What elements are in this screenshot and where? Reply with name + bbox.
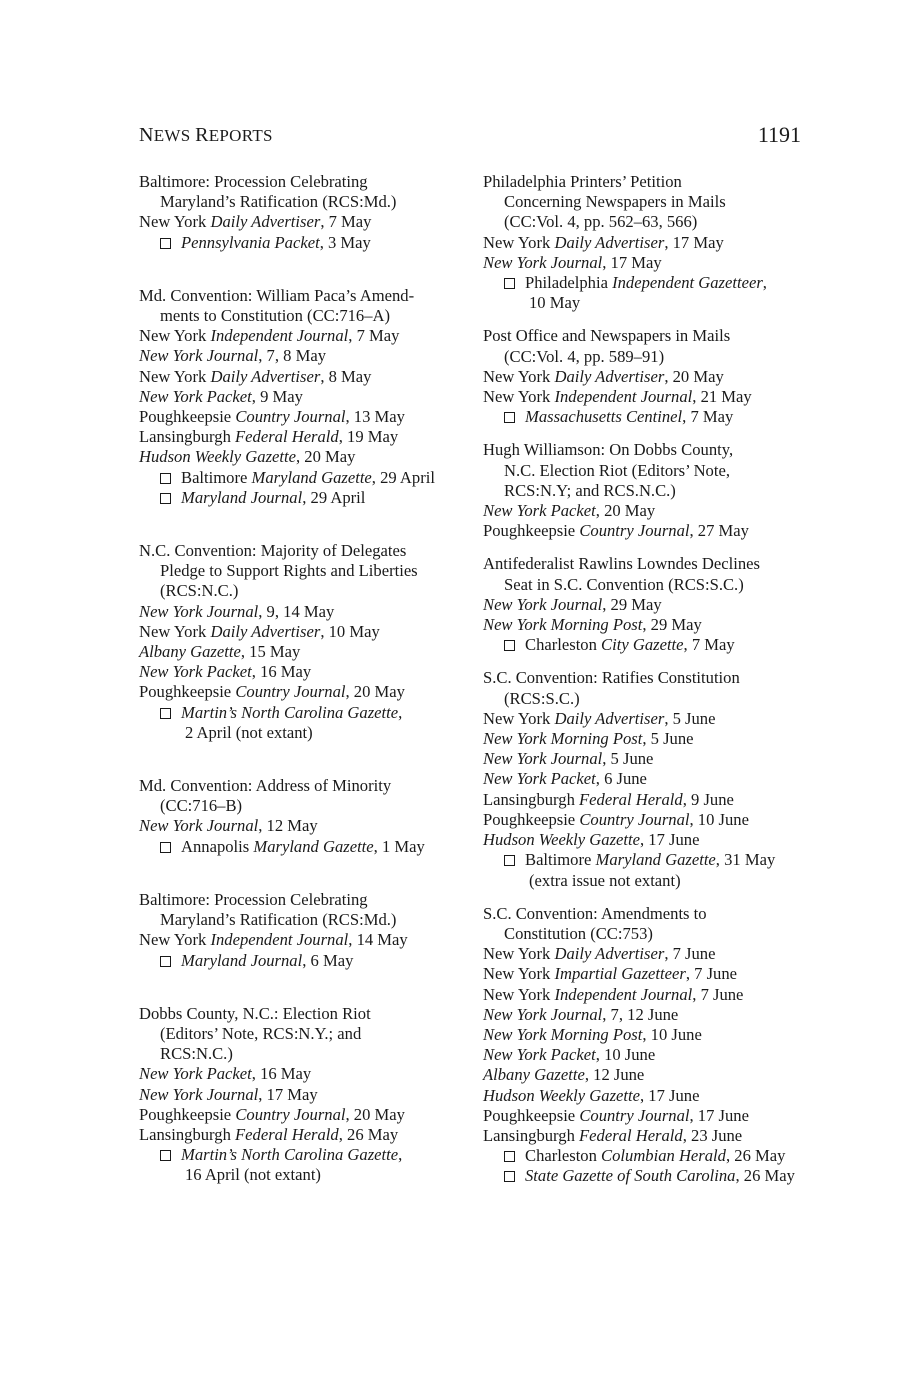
newspaper-date: , 7 June <box>664 944 716 964</box>
newspaper-place: New York <box>139 621 211 641</box>
newspaper-date: , 23 June <box>682 1125 743 1145</box>
newspaper-line <box>483 615 813 635</box>
entry-title-line: RCS:N.Y; and RCS.N.C.) <box>504 480 676 500</box>
entry-title-line: Seat in S.C. Convention (RCS:S.C.) <box>504 574 744 594</box>
page-number: 1191 <box>757 122 801 147</box>
newspaper-date: , 12 June <box>584 1065 645 1085</box>
newspaper-line <box>483 790 813 810</box>
source-date: , 31 May <box>715 850 776 870</box>
newspaper-name: New York Morning Post <box>483 1024 643 1044</box>
newspaper-date: , 17 June <box>639 830 700 850</box>
newspaper-place: Poughkeepsie <box>483 1105 580 1125</box>
entry-title-line: Baltimore: Procession Celebrating <box>139 889 368 909</box>
newspaper-place: Lansingburgh <box>483 1125 580 1145</box>
newspaper-line <box>483 985 813 1005</box>
newspaper-date: , 20 May <box>595 501 656 521</box>
newspaper-date: , 5 June <box>664 708 716 728</box>
newspaper-name: Country Journal <box>579 1105 690 1125</box>
source-date: , <box>398 702 403 722</box>
entry-gap <box>483 313 813 326</box>
newspaper-date: , 14 May <box>348 930 408 950</box>
entry-gap <box>139 253 469 286</box>
source-line <box>483 1166 813 1186</box>
newspaper-date: , 7 May <box>348 326 400 346</box>
newspaper-date: , 8 May <box>320 366 372 386</box>
newspaper-date: , 16 May <box>251 662 312 682</box>
source-date: , <box>762 273 767 293</box>
source-line <box>139 488 469 508</box>
newspaper-name: New York Journal <box>139 346 259 366</box>
checkbox-square-icon <box>160 493 171 504</box>
source-line <box>139 837 469 857</box>
newspaper-date: , 20 May <box>664 366 724 386</box>
source-line <box>139 1145 469 1165</box>
entry-title-line: N.C. Convention: Majority of Delegates <box>139 541 407 561</box>
newspaper-name: Daily Advertiser <box>554 366 665 386</box>
newspaper-line <box>139 622 469 642</box>
newspaper-name: Hudson Weekly Gazette <box>483 1085 640 1105</box>
newspaper-line <box>483 253 813 273</box>
newspaper-name: Country Journal <box>235 407 346 427</box>
newspaper-name: Country Journal <box>235 682 346 702</box>
entry-title-line: Philadelphia Printers’ Petition <box>483 172 682 191</box>
newspaper-date: , 9 May <box>251 386 303 406</box>
entry-title-line: ments to Constitution (CC:716–A) <box>160 306 391 326</box>
newspaper-line <box>139 407 469 427</box>
newspaper-date: , 26 May <box>338 1124 399 1144</box>
newspaper-line <box>139 930 469 950</box>
report-entry <box>139 541 469 743</box>
source-place: Baltimore <box>181 467 252 487</box>
checkbox-square-icon <box>504 1171 515 1182</box>
source-date: , 6 May <box>302 950 354 970</box>
report-entry <box>139 286 469 508</box>
newspaper-name: Daily Advertiser <box>210 621 321 641</box>
newspaper-line <box>483 367 813 387</box>
running-head-initial-n: N <box>139 124 154 146</box>
entry-title-line: Antifederalist Rawlins Lowndes Declines <box>483 554 760 574</box>
source-place: Charleston <box>525 635 602 655</box>
newspaper-name: New York Journal <box>483 252 603 272</box>
newspaper-line <box>483 521 813 541</box>
entry-title-line: Md. Convention: William Paca’s Amend- <box>139 285 415 305</box>
newspaper-line <box>483 1025 813 1045</box>
newspaper-line <box>483 1065 813 1085</box>
source-place: Annapolis <box>181 836 254 856</box>
newspaper-name: Daily Advertiser <box>210 212 321 232</box>
newspaper-date: , 17 May <box>602 252 662 272</box>
report-entry <box>483 440 813 541</box>
newspaper-date: , 15 May <box>240 642 301 662</box>
entry-title-line: (CC:716–B) <box>160 796 243 816</box>
newspaper-place: New York <box>483 984 555 1004</box>
newspaper-name: Impartial Gazetteer <box>554 964 686 984</box>
entry-gap <box>483 655 813 668</box>
source-date: , 29 April <box>371 467 435 487</box>
checkbox-square-icon <box>504 1151 515 1162</box>
entry-title-line: (Editors’ Note, RCS:N.Y.; and <box>160 1023 362 1043</box>
entry-title-line: Hugh Williamson: On Dobbs County, <box>483 440 734 460</box>
newspaper-name: Independent Journal <box>210 930 349 950</box>
source-name: Massachusetts Centinel <box>525 407 683 427</box>
newspaper-line <box>139 1105 469 1125</box>
checkbox-square-icon <box>160 1150 171 1161</box>
entry-gap <box>139 857 469 890</box>
source-line <box>139 703 469 723</box>
source-place: Charleston <box>525 1146 602 1166</box>
newspaper-date: , 13 May <box>345 407 405 427</box>
newspaper-date: , 17 June <box>639 1085 700 1105</box>
newspaper-date: , 27 May <box>689 521 749 541</box>
newspaper-name: Country Journal <box>579 521 690 541</box>
entry-title-line: Dobbs County, N.C.: Election Riot <box>139 1003 371 1023</box>
newspaper-name: Independent Journal <box>210 326 349 346</box>
entry-title-line: S.C. Convention: Ratifies Constitution <box>483 668 740 688</box>
report-entry <box>483 326 813 427</box>
newspaper-line <box>139 602 469 622</box>
newspaper-name: New York Morning Post <box>483 615 643 635</box>
report-entry <box>139 1004 469 1186</box>
newspaper-place: Poughkeepsie <box>483 809 580 829</box>
newspaper-place: New York <box>139 930 211 950</box>
entry-title-line: S.C. Convention: Amendments to <box>483 903 707 923</box>
source-date: , 26 May <box>735 1166 795 1186</box>
source-name: Independent Gazetteer <box>612 273 763 293</box>
newspaper-name: Hudson Weekly Gazette <box>483 830 640 850</box>
source-line <box>139 951 469 971</box>
running-header <box>139 122 801 150</box>
checkbox-square-icon <box>504 855 515 866</box>
newspaper-line <box>483 749 813 769</box>
entry-title-line: (RCS:N.C.) <box>160 581 239 601</box>
newspaper-name: Federal Herald <box>235 1124 339 1144</box>
newspaper-line <box>483 769 813 789</box>
newspaper-date: , 7, 8 May <box>258 346 327 366</box>
right-column <box>483 172 813 1187</box>
newspaper-place: New York <box>483 708 555 728</box>
newspaper-name: Albany Gazette <box>483 1065 585 1085</box>
checkbox-square-icon <box>160 956 171 967</box>
newspaper-line <box>483 1045 813 1065</box>
newspaper-line <box>483 1106 813 1126</box>
checkbox-square-icon <box>160 842 171 853</box>
newspaper-date: , 5 June <box>602 749 654 769</box>
running-head-initial-r: R <box>195 124 209 146</box>
source-date: , 3 May <box>319 232 371 252</box>
entry-title-line: Constitution (CC:753) <box>504 923 653 943</box>
source-name: Maryland Journal <box>181 950 303 970</box>
newspaper-date: , 9 June <box>682 789 734 809</box>
newspaper-name: Country Journal <box>235 1104 346 1124</box>
newspaper-line <box>139 816 469 836</box>
report-entry <box>483 554 813 655</box>
source-date: , 7 May <box>683 635 735 655</box>
newspaper-name: New York Journal <box>483 1004 603 1024</box>
newspaper-place: New York <box>139 212 211 232</box>
newspaper-place: New York <box>483 232 555 252</box>
newspaper-place: New York <box>483 387 555 407</box>
newspaper-date: , 6 June <box>595 769 647 789</box>
newspaper-line <box>139 367 469 387</box>
running-head-text-r: EPORTS <box>208 126 273 145</box>
source-name: City Gazette <box>601 635 684 655</box>
newspaper-place: Poughkeepsie <box>483 521 580 541</box>
source-line <box>139 468 469 488</box>
newspaper-line <box>139 326 469 346</box>
newspaper-place: New York <box>139 326 211 346</box>
report-entry <box>139 776 469 857</box>
source-line <box>483 850 813 870</box>
source-name: Maryland Gazette <box>251 467 372 487</box>
newspaper-line <box>139 212 469 232</box>
left-column <box>139 172 469 1186</box>
newspaper-place: New York <box>483 964 555 984</box>
checkbox-square-icon <box>504 640 515 651</box>
newspaper-date: , 10 May <box>320 621 380 641</box>
newspaper-place: New York <box>483 944 555 964</box>
newspaper-place: New York <box>139 366 211 386</box>
newspaper-place: Poughkeepsie <box>139 1104 236 1124</box>
newspaper-name: New York Morning Post <box>483 729 643 749</box>
entry-title-line: (CC:Vol. 4, pp. 589–91) <box>504 346 665 366</box>
newspaper-date: , 19 May <box>338 427 399 447</box>
source-continuation: 2 April (not extant) <box>185 722 313 742</box>
source-name: State Gazette of South Carolina <box>525 1166 736 1186</box>
newspaper-date: , 10 June <box>689 809 749 829</box>
newspaper-name: New York Packet <box>139 662 252 682</box>
newspaper-name: New York Journal <box>483 594 603 614</box>
newspaper-date: , 17 June <box>689 1105 749 1125</box>
newspaper-name: Independent Journal <box>554 984 693 1004</box>
newspaper-line <box>483 729 813 749</box>
source-name: Columbian Herald <box>601 1146 726 1166</box>
source-continuation: 16 April (not extant) <box>185 1165 321 1185</box>
source-name: Maryland Gazette <box>595 850 716 870</box>
newspaper-name: Country Journal <box>579 809 690 829</box>
newspaper-place: Lansingburgh <box>483 789 580 809</box>
newspaper-name: New York Packet <box>483 1045 596 1065</box>
newspaper-line <box>139 447 469 467</box>
entry-title-line: (CC:Vol. 4, pp. 562–63, 566) <box>504 212 698 232</box>
newspaper-place: Poughkeepsie <box>139 407 236 427</box>
source-name: Martin’s North Carolina Gazette <box>181 702 399 722</box>
newspaper-line <box>483 501 813 521</box>
report-entry <box>139 890 469 971</box>
report-entry <box>483 668 813 890</box>
source-place: Philadelphia <box>525 273 613 293</box>
source-name: Maryland Journal <box>181 487 303 507</box>
newspaper-name: New York Journal <box>139 816 259 836</box>
checkbox-square-icon <box>504 278 515 289</box>
report-entry <box>483 172 813 313</box>
entry-title-line: Md. Convention: Address of Minority <box>139 776 392 796</box>
newspaper-date: , 20 May <box>345 1104 405 1124</box>
source-name: Martin’s North Carolina Gazette <box>181 1145 399 1165</box>
newspaper-line <box>139 1085 469 1105</box>
entry-gap <box>483 427 813 440</box>
newspaper-name: New York Packet <box>139 1064 252 1084</box>
running-head-title <box>139 124 273 147</box>
entry-gap <box>483 541 813 554</box>
source-line <box>483 635 813 655</box>
newspaper-name: New York Journal <box>139 601 259 621</box>
newspaper-line <box>483 964 813 984</box>
newspaper-date: , 29 May <box>642 615 702 635</box>
newspaper-date: , 5 June <box>642 729 694 749</box>
newspaper-line <box>483 1086 813 1106</box>
entry-title-line: N.C. Election Riot (Editors’ Note, <box>504 460 730 480</box>
newspaper-line <box>139 682 469 702</box>
checkbox-square-icon <box>160 238 171 249</box>
newspaper-date: , 29 May <box>602 594 662 614</box>
newspaper-date: , 12 May <box>258 816 318 836</box>
newspaper-line <box>483 595 813 615</box>
newspaper-line <box>139 346 469 366</box>
entry-gap <box>483 891 813 904</box>
newspaper-date: , 7, 12 June <box>602 1004 679 1024</box>
entry-gap <box>139 971 469 1004</box>
entry-title-line: Maryland’s Ratification (RCS:Md.) <box>160 192 397 212</box>
entry-gap <box>139 743 469 776</box>
running-head-text-n: EWS <box>153 126 196 145</box>
newspaper-line <box>483 810 813 830</box>
newspaper-line <box>139 427 469 447</box>
entry-title-line: Post Office and Newspapers in Mails <box>483 326 731 346</box>
newspaper-date: , 20 May <box>345 682 405 702</box>
source-date: , 7 May <box>682 407 734 427</box>
newspaper-name: Albany Gazette <box>139 642 241 662</box>
newspaper-date: , 17 May <box>258 1084 318 1104</box>
newspaper-date: , 16 May <box>251 1064 312 1084</box>
newspaper-line <box>483 1126 813 1146</box>
newspaper-line <box>483 830 813 850</box>
source-name: Pennsylvania Packet <box>181 232 320 252</box>
newspaper-name: New York Journal <box>139 1084 259 1104</box>
source-date: , 1 May <box>373 836 425 856</box>
newspaper-line <box>483 1005 813 1025</box>
newspaper-name: Federal Herald <box>235 427 339 447</box>
newspaper-name: Federal Herald <box>579 1125 683 1145</box>
source-continuation: 10 May <box>529 293 581 313</box>
newspaper-date: , 9, 14 May <box>258 601 335 621</box>
newspaper-place: Lansingburgh <box>139 1124 236 1144</box>
checkbox-square-icon <box>160 708 171 719</box>
newspaper-name: Federal Herald <box>579 789 683 809</box>
source-continuation: (extra issue not extant) <box>529 870 681 890</box>
source-line <box>483 1146 813 1166</box>
newspaper-line <box>139 642 469 662</box>
newspaper-place: New York <box>483 366 555 386</box>
checkbox-square-icon <box>504 412 515 423</box>
newspaper-date: , 7 June <box>685 964 737 984</box>
source-date: , 26 May <box>725 1146 786 1166</box>
newspaper-name: New York Packet <box>483 501 596 521</box>
newspaper-line <box>483 233 813 253</box>
newspaper-line <box>483 944 813 964</box>
entry-gap <box>139 508 469 541</box>
entry-title-line: (RCS:S.C.) <box>504 688 580 708</box>
newspaper-place: Lansingburgh <box>139 427 236 447</box>
entry-title-line: Concerning Newspapers in Mails <box>504 192 726 212</box>
newspaper-name: Daily Advertiser <box>210 366 321 386</box>
newspaper-date: , 10 June <box>595 1045 656 1065</box>
newspaper-name: Independent Journal <box>554 387 693 407</box>
newspaper-line <box>139 387 469 407</box>
source-line <box>139 233 469 253</box>
newspaper-date: , 7 June <box>692 984 744 1004</box>
checkbox-square-icon <box>160 473 171 484</box>
newspaper-line <box>139 1064 469 1084</box>
newspaper-name: Daily Advertiser <box>554 944 665 964</box>
newspaper-date: , 17 May <box>664 232 724 252</box>
newspaper-date: , 21 May <box>692 387 752 407</box>
source-line <box>483 407 813 427</box>
entry-title-line: RCS:N.C.) <box>160 1044 233 1064</box>
newspaper-name: New York Packet <box>483 769 596 789</box>
entry-title-line: Baltimore: Procession Celebrating <box>139 172 368 191</box>
newspaper-line <box>483 709 813 729</box>
source-name: Maryland Gazette <box>253 836 374 856</box>
newspaper-date: , 20 May <box>295 447 356 467</box>
entry-title-line: Pledge to Support Rights and Liberties <box>160 561 418 581</box>
newspaper-line <box>139 1125 469 1145</box>
newspaper-line <box>483 387 813 407</box>
newspaper-name: New York Packet <box>139 386 252 406</box>
source-date: , 29 April <box>302 487 366 507</box>
newspaper-name: Hudson Weekly Gazette <box>139 447 296 467</box>
report-entry <box>139 172 469 253</box>
source-line <box>483 273 813 293</box>
newspaper-place: Poughkeepsie <box>139 682 236 702</box>
newspaper-name: Daily Advertiser <box>554 708 665 728</box>
newspaper-name: New York Journal <box>483 749 603 769</box>
source-place: Baltimore <box>525 850 596 870</box>
entry-title-line: Maryland’s Ratification (RCS:Md.) <box>160 910 397 930</box>
newspaper-line <box>139 662 469 682</box>
newspaper-date: , 10 June <box>642 1024 702 1044</box>
source-date: , <box>398 1145 403 1165</box>
report-entry <box>483 904 813 1187</box>
newspaper-date: , 7 May <box>320 212 372 232</box>
newspaper-name: Daily Advertiser <box>554 232 665 252</box>
